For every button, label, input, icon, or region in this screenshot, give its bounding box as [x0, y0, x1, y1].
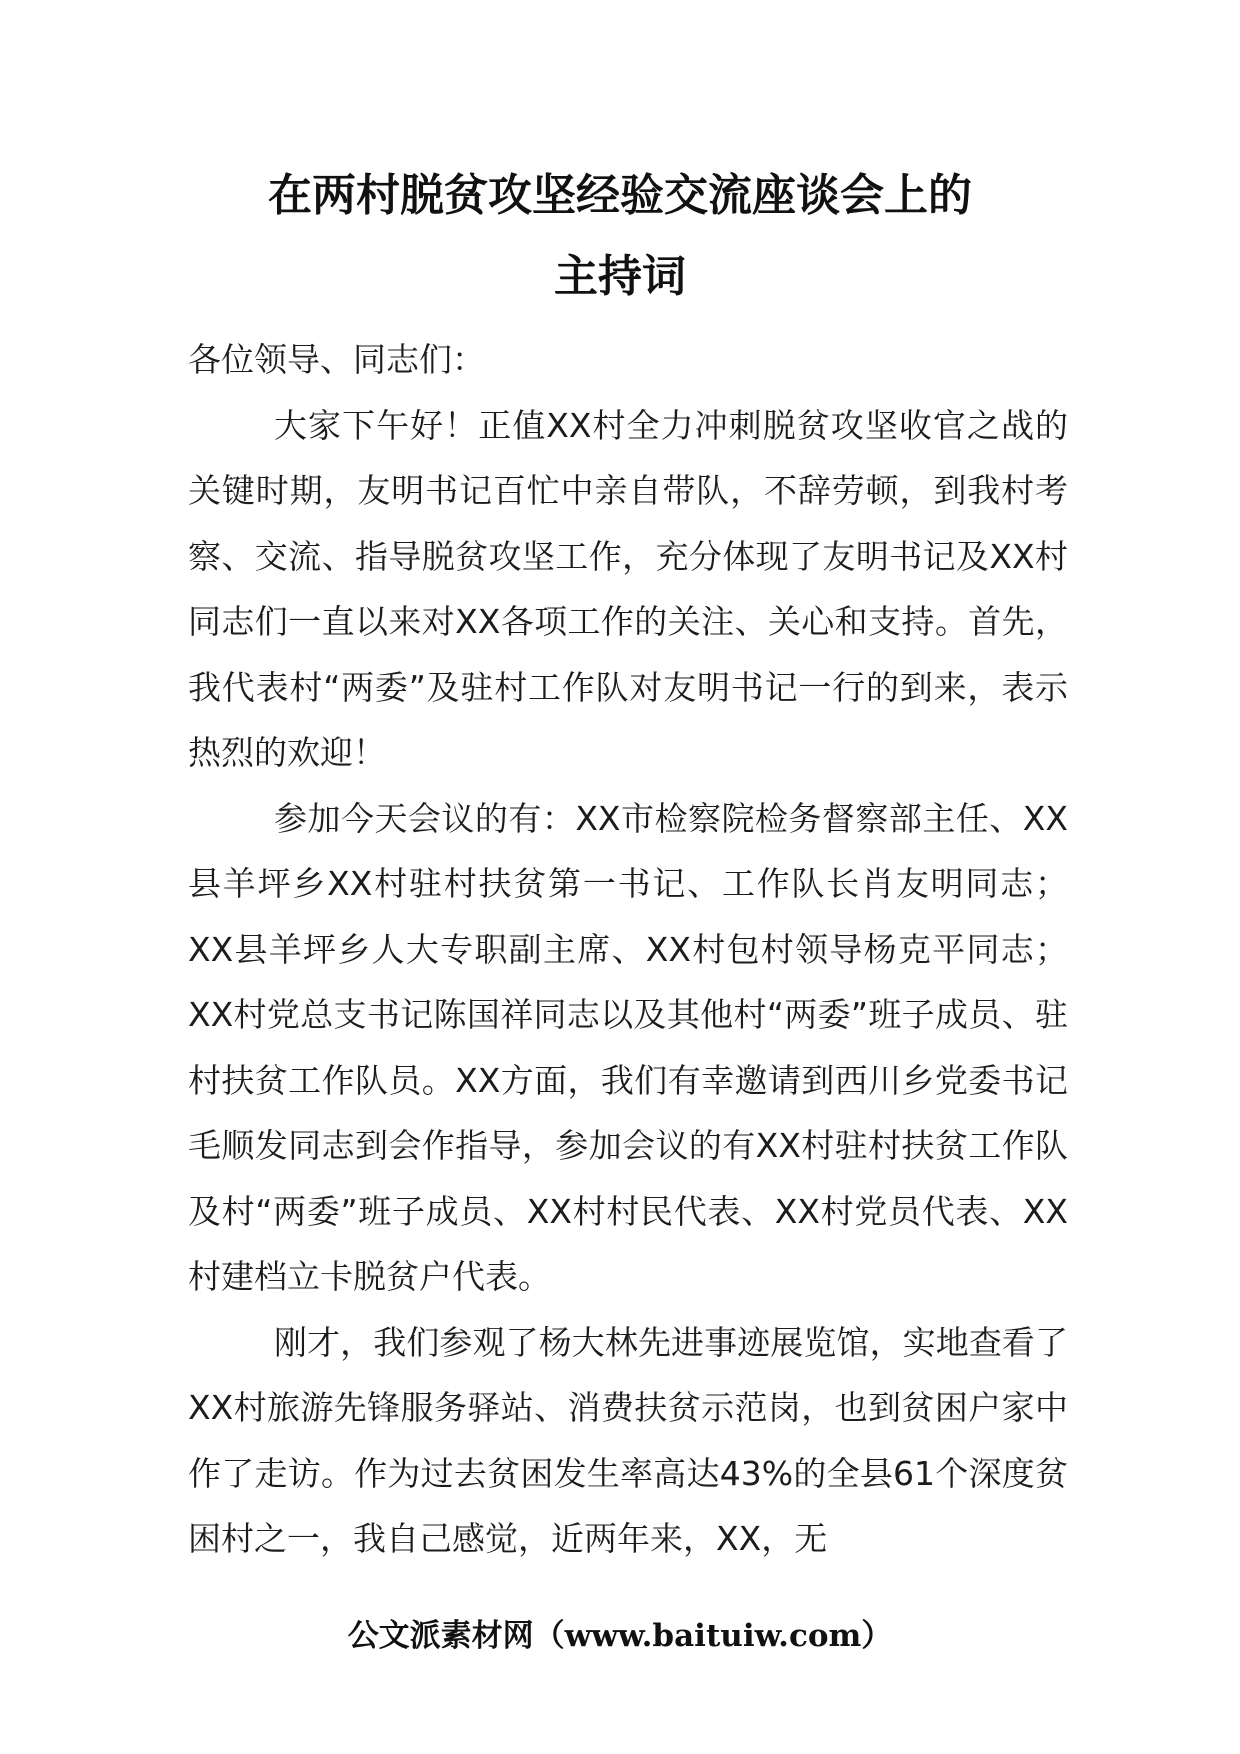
salutation: 各位领导、同志们： — [188, 340, 485, 379]
paragraph-2: 参加今天会议的有：XX市检察院检务督察部主任、XX县羊坪乡XX村驻村扶贫第一书记、工作队长肖友明同志；XX县羊坪乡人大专职副主席、XX村包村领导杨克平同志；XX村党总支书记陈国祥同志以及其他村“两委”班子成员、驻村扶贫工作队员。XX方面，我们有幸邀请到西川乡党委书记毛顺发同志到会作指导，参加会议的有XX村驻村扶贫工作队及村“两委”班子成员、XX村村民代表、XX村党员代表、XX村建档立卡脱贫户代表。 — [188, 798, 1068, 1296]
document-title-line-1: 在两村脱贫攻坚经验交流座谈会上的 — [268, 170, 972, 221]
document-title-line-2: 主持词 — [554, 251, 686, 302]
document-body — [188, 327, 1068, 1572]
paragraph-3: 刚才，我们参观了杨大林先进事迹展览馆，实地查看了XX村旅游先锋服务驿站、消费扶贫示范岗，也到贫困户家中作了走访。作为过去贫困发生率高达43%的全县61个深度贫困村之一，我自己感觉，近两年来，XX，无 — [188, 1322, 1068, 1558]
footer-watermark: 公文派素材网（www.baituiw.com） — [347, 1618, 893, 1654]
paragraph-1: 大家下午好！正值XX村全力冲刺脱贫攻坚收官之战的关键时期，友明书记百忙中亲自带队，不辞劳顿，到我村考察、交流、指导脱贫攻坚工作，充分体现了友明书记及XX村同志们一直以来对XX各项工作的关注、关心和支持。首先，我代表村“两委”及驻村工作队对友明书记一行的到来，表示热烈的欢迎！ — [188, 405, 1068, 772]
